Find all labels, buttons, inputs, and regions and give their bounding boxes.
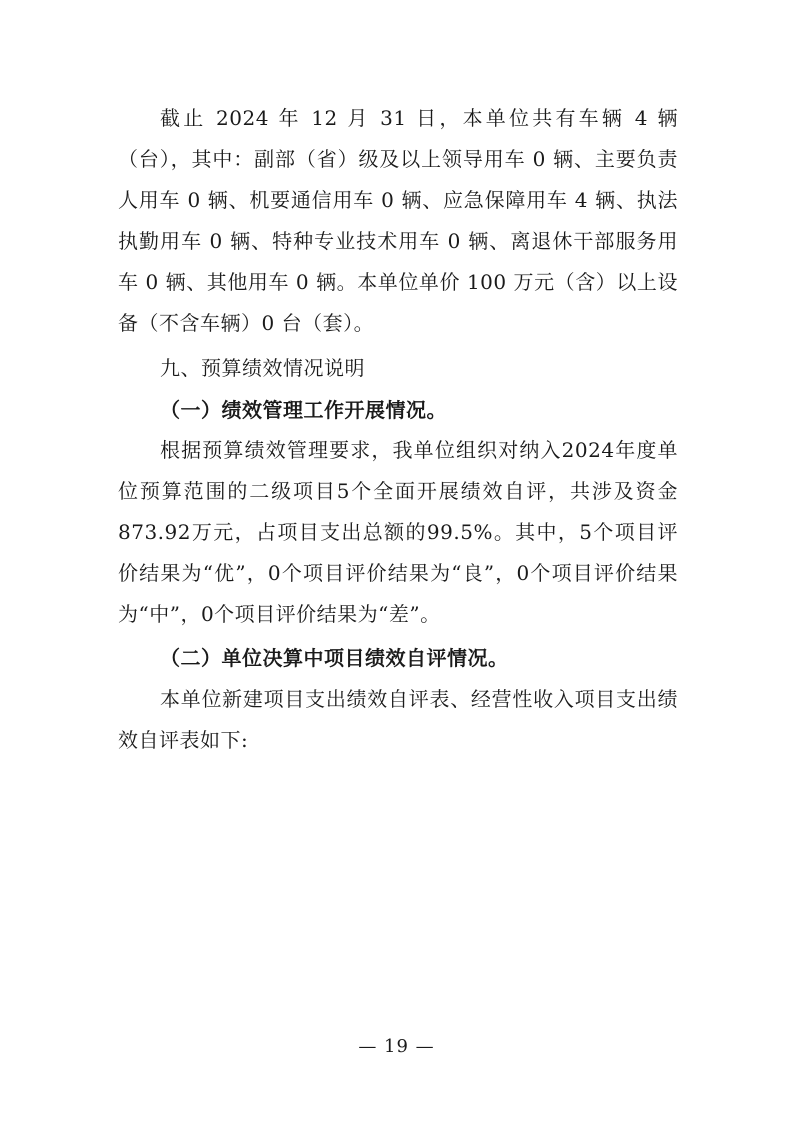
subheading-performance-management: （一）绩效管理工作开展情况。 xyxy=(160,398,447,422)
vehicles-paragraph: 截止 2024 年 12 月 31 日，本单位共有车辆 4 辆（台），其中：副部（省）级及以上领导用车 0 辆、主要负责人用车 0 辆、机要通信用车 0 辆、应急保障用车 4 辆、执法执勤用车 0 辆、特种专业技术用车 0 辆、离退休干部服务用车 0 辆、其他用车 0 辆。本单位单价 100 万元（含）以上设备（不含车辆）0 台（套）。 xyxy=(118,106,678,335)
section-heading-performance: 九、预算绩效情况说明 xyxy=(160,356,365,380)
subheading-self-evaluation: （二）单位决算中项目绩效自评情况。 xyxy=(160,646,509,670)
performance-paragraph: 根据预算绩效管理要求，我单位组织对纳入2024年度单位预算范围的二级项目5个全面开展绩效自评，共涉及资金873.92万元，占项目支出总额的99.5%。其中，5个项目评价结果为“优”，0个项目评价结果为“良”，0个项目评价结果为“中”，0个项目评价结果为“差”。 xyxy=(118,438,678,626)
self-evaluation-paragraph: 本单位新建项目支出绩效自评表、经营性收入项目支出绩效自评表如下: xyxy=(118,687,678,752)
page-number: — 19 — xyxy=(358,1036,435,1057)
